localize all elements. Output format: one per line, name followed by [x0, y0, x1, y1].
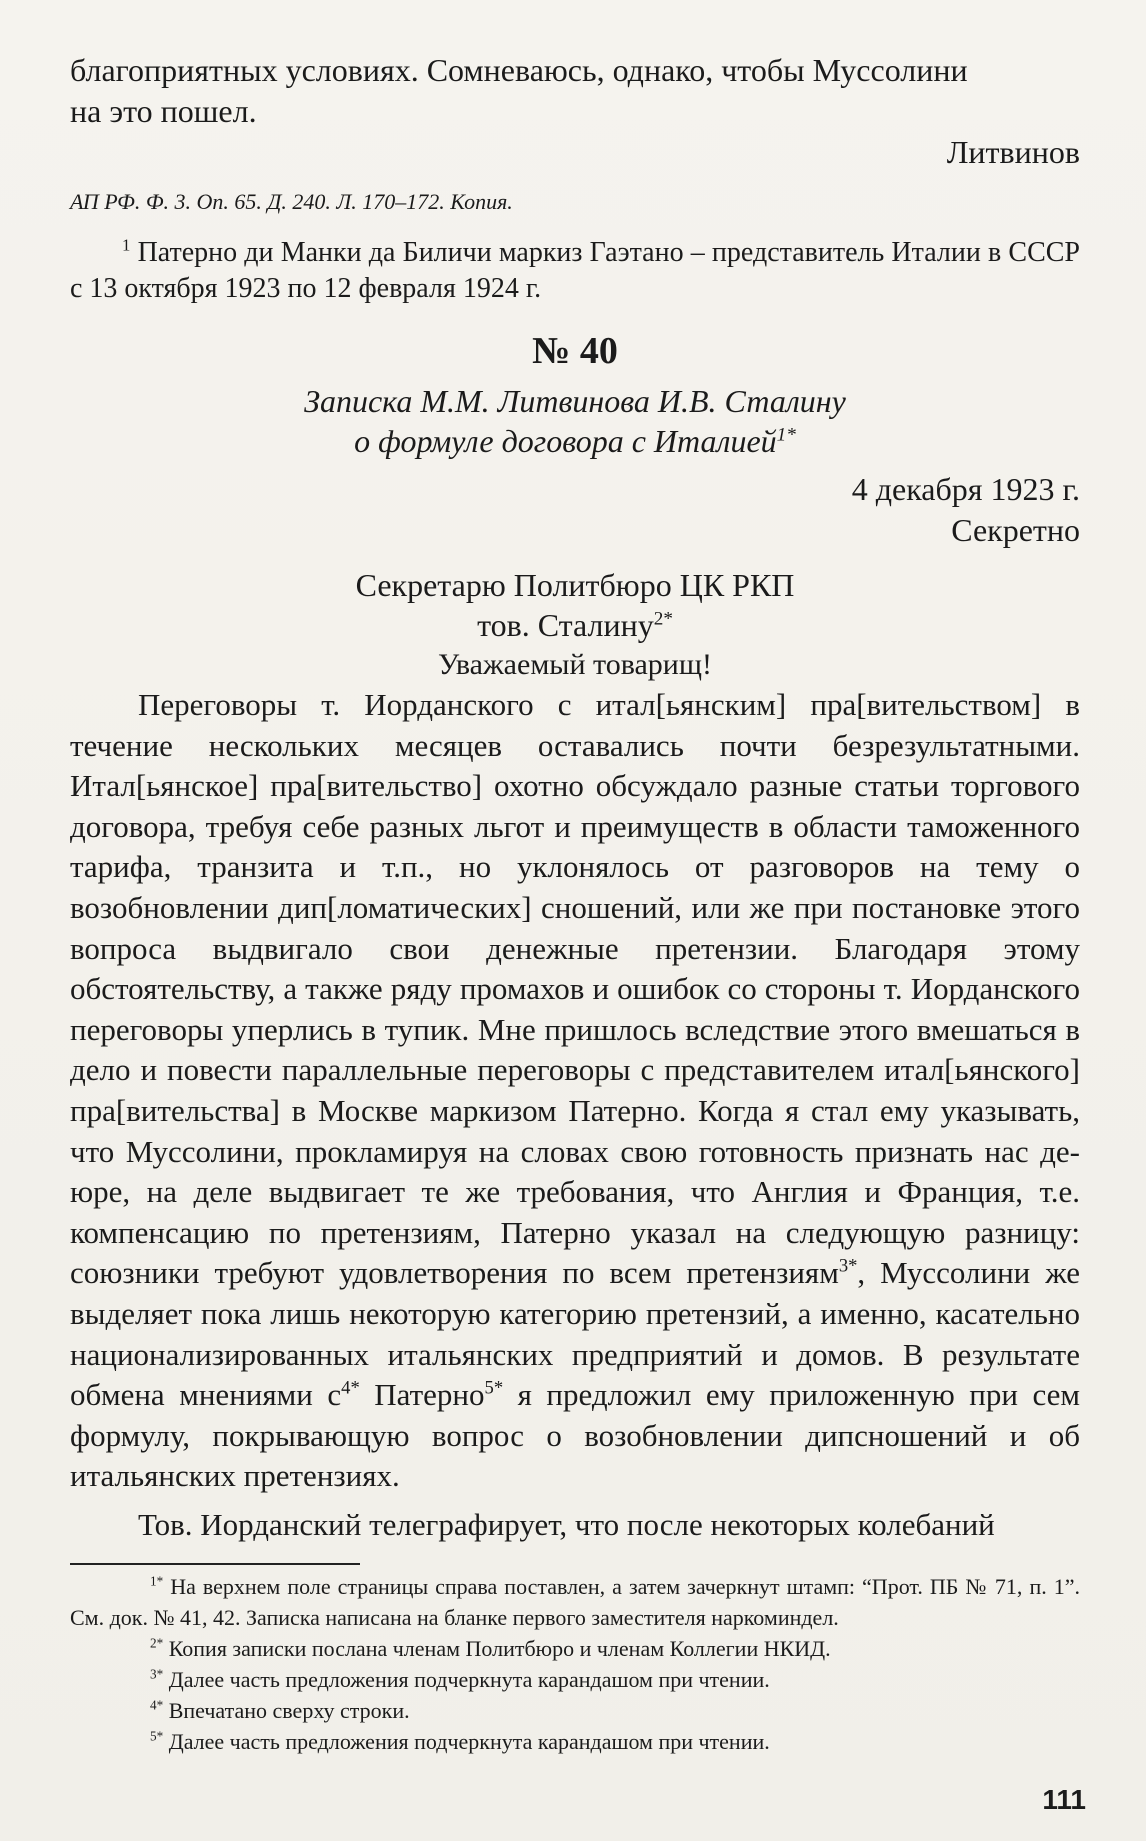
- footnote-text: Копия записки послана членам Политбюро и членам Коллегии НКИД.: [168, 1636, 831, 1662]
- footnote-ref: 3*: [838, 1255, 858, 1277]
- addressee-text: тов. Сталину: [477, 607, 654, 643]
- note-mark: 1: [122, 235, 131, 255]
- footnote: [70, 1664, 1080, 1695]
- footnote-divider: [70, 1563, 360, 1565]
- footnote-text: Далее часть предложения подчеркнута карандашом при чтении.: [168, 1729, 770, 1755]
- footnote-mark: 2*: [150, 1636, 164, 1652]
- title-line: Записка М.М. Литвинова И.В. Сталину: [304, 383, 846, 419]
- document-date: 4 декабря 1923 г.: [851, 471, 1080, 507]
- archive-reference: АП РФ. Ф. 3. Оп. 65. Д. 240. Л. 170–172. Копия.: [70, 189, 513, 214]
- body-line: на это пошел.: [70, 93, 257, 129]
- document-title: [70, 381, 1080, 461]
- footnotes: [70, 1571, 1080, 1757]
- addressee: [70, 565, 1080, 645]
- paragraph: Тов. Иорданский телеграфирует, что после некоторых колебаний: [138, 1506, 995, 1542]
- classification: Секретно: [951, 512, 1080, 548]
- footnote-text: На верхнем поле страницы справа поставлен, а затем зачеркнут штамп: “Прот. ПБ № 71, п. 1”. См. док. № 41, 42. Записка написана на бланке первого заместителя наркоминдел.: [70, 1574, 1080, 1631]
- footnote-ref: 2*: [653, 608, 673, 630]
- signature: Литвинов: [946, 134, 1080, 170]
- addressee-line: Секретарю Политбюро ЦК РКП: [355, 567, 795, 603]
- footnote-text: Далее часть предложения подчеркнута карандашом при чтении.: [168, 1667, 770, 1693]
- paragraph-text: Патерно: [359, 1377, 485, 1413]
- body-line: благоприятных условиях. Сомневаюсь, однако, чтобы Муссолини: [70, 52, 968, 88]
- footnote: [70, 1633, 1080, 1664]
- main-text: [70, 685, 1080, 1545]
- previous-document-ending: [70, 50, 1080, 173]
- footnote: [70, 1695, 1080, 1726]
- footnote-mark: 4*: [150, 1698, 164, 1714]
- page-number: 111: [1042, 1784, 1086, 1815]
- footnote-mark: 3*: [150, 1667, 164, 1683]
- note-text: Патерно ди Манки да Биличи маркиз Гаэтано – представитель Италии в СССР с 13 октября 1923 по 12 февраля 1924 г.: [70, 237, 1080, 304]
- document-number: № 40: [532, 330, 618, 372]
- addressee-line: [70, 605, 1080, 645]
- paragraph-text: , Муссолини же выделяет пока лишь некоторую категорию претензий, а именно, касательно национализированных итальянских предприятий и домов. В результате обмена мнениями с: [70, 1255, 1080, 1413]
- footnote: [70, 1571, 1080, 1633]
- footnote-ref: 5*: [484, 1377, 504, 1399]
- title-line: [70, 421, 1080, 461]
- footnote-text: Впечатано сверху строки.: [168, 1698, 410, 1724]
- paragraph-text: Переговоры т. Иорданского с итал[ьянским] пра[вительством] в течение нескольких месяцев оставались почти безрезультатными. Итал[ьянское] пра[вительство] охотно обсуждало разные статьи торгового договора, требуя себе разных льгот и преимуществ в области таможенного тарифа, транзита и т.п., но уклонялось от разговоров на тему о возобновлении дип[ломатических] сношений, или же при постановке этого вопроса выдвигало свои денежные претензии. Благодаря этому обстоятельству, а также ряду промахов и ошибок со стороны т. Иорданского переговоры уперлись в тупик. Мне пришлось вследствие этого вмешаться в дело и повести параллельные переговоры с представителем итал[ьянского] пра[вительства] в Москве маркизом Патерно. Когда я стал ему указывать, что Муссолини, прокламируя на словах свою готовность признать нас де-юре, на деле выдвигает те же требования, что Англия и Франция, т.е. компенсацию по претензиям, Патерно указал на следующую разницу: союзники требуют удовлетворения по всем претензиям: [70, 687, 1080, 1291]
- title-text: о формуле договора с Италией: [354, 423, 777, 459]
- text-column: [70, 50, 1080, 1757]
- footnote-ref: 1*: [776, 424, 796, 446]
- footnote: [70, 1726, 1080, 1757]
- footnote-mark: 1*: [150, 1574, 164, 1590]
- person-note: [70, 235, 1080, 307]
- paragraph: [70, 685, 1080, 1497]
- footnote-mark: 5*: [150, 1729, 164, 1745]
- salutation: Уважаемый товарищ!: [438, 648, 712, 681]
- paragraph-text: я предложил ему приложенную при сем формулу, покрывающую вопрос о возобновлении дипсношений и об итальянских претензиях.: [70, 1377, 1080, 1494]
- footnote-ref: 4*: [341, 1377, 360, 1399]
